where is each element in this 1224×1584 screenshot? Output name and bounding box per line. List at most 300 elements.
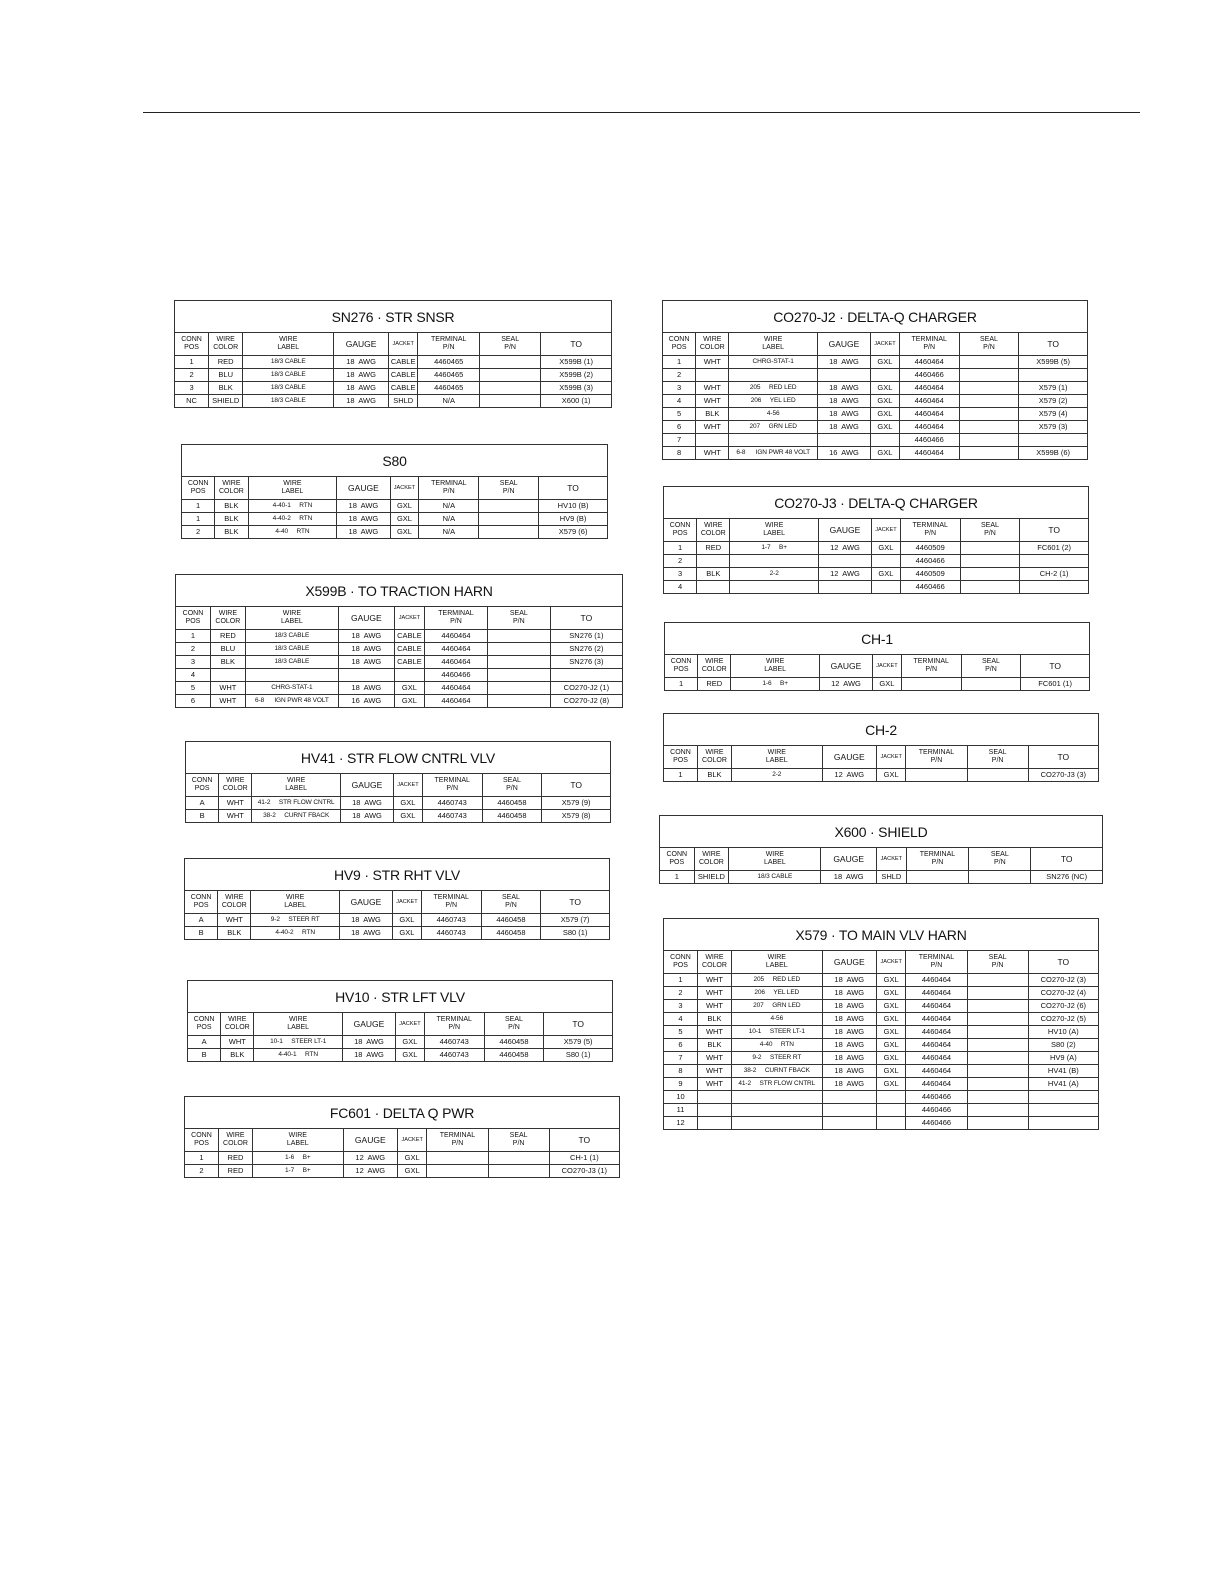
table-row <box>175 395 612 408</box>
column-header-wire-color: WIRE COLOR <box>221 1013 254 1036</box>
column-header-terminal-pn: TERMINAL P/N <box>901 655 961 678</box>
cell-wire-label: 18/3 CABLE <box>243 382 334 395</box>
column-header-to: TO <box>539 477 608 500</box>
column-header-wire-color: WIRE COLOR <box>218 891 251 914</box>
cell-terminal-pn: 4460464 <box>906 1026 967 1039</box>
cell-jacket: GXL <box>876 1000 905 1013</box>
column-header-gauge: GAUGE <box>334 333 389 356</box>
cell-seal-pn: 4460458 <box>482 797 542 810</box>
cell-conn-pos: 3 <box>664 568 697 581</box>
column-header-to: TO <box>1019 333 1088 356</box>
cell-seal-pn <box>479 526 539 539</box>
column-header-terminal-pn: TERMINAL P/N <box>419 477 479 500</box>
column-header-seal-pn: SEAL P/N <box>487 607 550 630</box>
column-header-wire-color: WIRE COLOR <box>698 655 731 678</box>
cell-jacket: CABLE <box>388 382 418 395</box>
cell-conn-pos: 4 <box>664 1013 698 1026</box>
table-row <box>664 581 1089 594</box>
cell-wire-label: 18/3 CABLE <box>243 356 334 369</box>
table-row <box>176 643 623 656</box>
cell-terminal-pn: 4460464 <box>906 974 967 987</box>
cell-seal-pn <box>969 871 1031 884</box>
cell-to: X579 (9) <box>542 797 611 810</box>
column-header-to: TO <box>542 774 611 797</box>
column-header-seal-pn: SEAL P/N <box>479 477 539 500</box>
column-header-wire-label: WIRE LABEL <box>248 477 337 500</box>
table-row <box>663 395 1088 408</box>
column-header-conn-pos: CONN POS <box>186 774 219 797</box>
cell-wire-color: RED <box>210 630 245 643</box>
cell-jacket: GXL <box>872 542 901 555</box>
cell-jacket: GXL <box>871 408 900 421</box>
column-header-to: TO <box>549 1129 619 1152</box>
column-header-jacket: JACKET <box>394 607 424 630</box>
table-row <box>175 369 612 382</box>
cell-jacket: GXL <box>394 695 424 708</box>
table-row <box>663 408 1088 421</box>
cell-terminal-pn: 4460509 <box>900 542 960 555</box>
cell-conn-pos: A <box>186 797 219 810</box>
x599b-connector-table <box>175 574 623 708</box>
table-row <box>664 987 1099 1000</box>
cell-wire-label: 18/3 CABLE <box>243 395 334 408</box>
column-header-wire-label: WIRE LABEL <box>254 1013 343 1036</box>
cell-gauge: 18 AWG <box>817 421 870 434</box>
cell-jacket: GXL <box>394 682 424 695</box>
cell-wire-label: CHRG-STAT-1 <box>729 356 818 369</box>
cell-jacket: GXL <box>390 526 419 539</box>
cell-wire-label: 1-6 B+ <box>731 678 820 691</box>
cell-terminal-pn: 4460464 <box>425 630 488 643</box>
cell-terminal-pn: 4460464 <box>425 682 488 695</box>
column-header-conn-pos: CONN POS <box>664 519 697 542</box>
cell-seal-pn <box>487 643 550 656</box>
cell-wire-label: 2-2 <box>731 769 822 782</box>
cell-gauge: 12 AWG <box>818 542 871 555</box>
cell-jacket: GXL <box>872 568 901 581</box>
cell-to: X579 (4) <box>1019 408 1088 421</box>
cell-conn-pos: 8 <box>664 1065 698 1078</box>
cell-to: SN276 (1) <box>550 630 622 643</box>
cell-wire-label: 1-7 B+ <box>252 1165 343 1178</box>
cell-terminal-pn: 4460464 <box>899 421 959 434</box>
cell-wire-color <box>697 1117 731 1130</box>
cell-wire-color: WHT <box>697 1065 731 1078</box>
cell-wire-label <box>729 369 818 382</box>
column-header-gauge: GAUGE <box>817 333 870 356</box>
cell-wire-label: 1-6 B+ <box>252 1152 343 1165</box>
cell-wire-color: WHT <box>221 1036 254 1049</box>
cell-wire-label: 9-2 STEER RT <box>251 914 340 927</box>
cell-conn-pos: 3 <box>175 382 209 395</box>
cell-gauge: 18 AWG <box>817 395 870 408</box>
s80-connector-table <box>181 444 608 539</box>
cell-jacket <box>871 369 900 382</box>
cell-jacket <box>876 1091 905 1104</box>
column-header-wire-color: WIRE COLOR <box>215 477 248 500</box>
cell-to: X599B (5) <box>1019 356 1088 369</box>
cell-seal-pn <box>959 434 1019 447</box>
ch2-connector-table <box>663 713 1099 782</box>
column-header-wire-label: WIRE LABEL <box>729 848 821 871</box>
cell-gauge: 18 AWG <box>817 408 870 421</box>
table-row <box>176 682 623 695</box>
cell-conn-pos: 4 <box>176 669 211 682</box>
cell-to: HV10 (A) <box>1028 1026 1098 1039</box>
cell-conn-pos: 2 <box>663 369 696 382</box>
cell-conn-pos: 5 <box>176 682 211 695</box>
cell-to: X579 (3) <box>1019 421 1088 434</box>
cell-wire-color: WHT <box>697 987 731 1000</box>
cell-jacket: GXL <box>876 987 905 1000</box>
cell-wire-label: 18/3 CABLE <box>243 369 334 382</box>
cell-seal-pn <box>479 395 540 408</box>
table-row <box>664 974 1099 987</box>
cell-wire-label <box>730 581 819 594</box>
cell-gauge: 18 AWG <box>817 356 870 369</box>
cell-gauge: 18 AWG <box>822 1000 876 1013</box>
table-row <box>665 678 1090 691</box>
cell-terminal-pn: 4460466 <box>899 369 959 382</box>
table-title: X599B · TO TRACTION HARN <box>176 575 623 607</box>
cell-terminal-pn: N/A <box>419 526 479 539</box>
sn276-connector-table <box>174 300 612 408</box>
cell-wire-color: WHT <box>697 1078 731 1091</box>
cell-gauge: 18 AWG <box>340 810 393 823</box>
cell-wire-label: 18/3 CABLE <box>245 643 338 656</box>
cell-seal-pn <box>959 382 1019 395</box>
cell-wire-color: BLK <box>697 568 730 581</box>
column-header-jacket: JACKET <box>397 1129 426 1152</box>
column-header-terminal-pn: TERMINAL P/N <box>427 1129 488 1152</box>
cell-conn-pos: 1 <box>663 356 696 369</box>
table-row <box>176 695 623 708</box>
column-header-wire-label: WIRE LABEL <box>730 519 819 542</box>
cell-wire-label: 4-40 RTN <box>731 1039 822 1052</box>
table-row <box>664 1000 1099 1013</box>
cell-gauge: 18 AWG <box>338 682 394 695</box>
cell-conn-pos: B <box>185 927 218 940</box>
cell-terminal-pn: 4460743 <box>421 927 481 940</box>
cell-gauge: 18 AWG <box>334 382 389 395</box>
cell-to: CO270-J3 (3) <box>1028 769 1098 782</box>
cell-seal-pn <box>479 382 540 395</box>
cell-gauge: 18 AWG <box>337 500 390 513</box>
cell-terminal-pn: 4460464 <box>425 695 488 708</box>
column-header-terminal-pn: TERMINAL P/N <box>424 1013 484 1036</box>
cell-to: HV41 (A) <box>1028 1078 1098 1091</box>
cell-to <box>1028 1104 1098 1117</box>
column-header-to: TO <box>1021 655 1090 678</box>
column-header-gauge: GAUGE <box>340 774 393 797</box>
cell-wire-label: 4-56 <box>729 408 818 421</box>
column-header-gauge: GAUGE <box>339 891 392 914</box>
column-header-conn-pos: CONN POS <box>185 891 218 914</box>
column-header-wire-color: WIRE COLOR <box>696 333 729 356</box>
cell-jacket: GXL <box>871 382 900 395</box>
cell-conn-pos: A <box>185 914 218 927</box>
column-header-wire-color: WIRE COLOR <box>697 951 731 974</box>
table-row <box>663 421 1088 434</box>
cell-to: CO270-J2 (1) <box>550 682 622 695</box>
cell-jacket <box>394 669 424 682</box>
cell-terminal-pn: 4460466 <box>900 581 960 594</box>
column-header-wire-color: WIRE COLOR <box>218 1129 252 1152</box>
column-header-jacket: JACKET <box>396 1013 425 1036</box>
cell-conn-pos: 1 <box>182 513 215 526</box>
cell-to: CO270-J2 (6) <box>1028 1000 1098 1013</box>
column-header-terminal-pn: TERMINAL P/N <box>906 951 967 974</box>
cell-conn-pos: 5 <box>664 1026 698 1039</box>
cell-wire-label: 2-2 <box>730 568 819 581</box>
cell-gauge: 18 AWG <box>822 974 876 987</box>
cell-jacket: GXL <box>876 1052 905 1065</box>
table-row <box>664 1052 1099 1065</box>
cell-to: HV9 (B) <box>539 513 608 526</box>
column-header-terminal-pn: TERMINAL P/N <box>422 774 482 797</box>
cell-to <box>1028 1091 1098 1104</box>
cell-gauge: 16 AWG <box>817 447 870 460</box>
cell-jacket: CABLE <box>394 656 424 669</box>
cell-wire-color: BLK <box>209 382 243 395</box>
column-header-gauge: GAUGE <box>818 519 871 542</box>
table-row <box>182 513 608 526</box>
cell-seal-pn <box>959 369 1019 382</box>
cell-terminal-pn: N/A <box>419 513 479 526</box>
column-header-conn-pos: CONN POS <box>182 477 215 500</box>
cell-conn-pos: 1 <box>175 356 209 369</box>
cell-wire-color: BLK <box>697 769 731 782</box>
cell-to: X599B (1) <box>541 356 612 369</box>
cell-to <box>1019 369 1088 382</box>
cell-terminal-pn: 4460464 <box>425 656 488 669</box>
table-row <box>663 382 1088 395</box>
table-row <box>175 356 612 369</box>
cell-wire-color: WHT <box>697 1052 731 1065</box>
cell-wire-label <box>731 1104 822 1117</box>
cell-terminal-pn: 4460466 <box>906 1104 967 1117</box>
cell-seal-pn <box>960 581 1020 594</box>
cell-seal-pn <box>967 1065 1028 1078</box>
cell-to <box>1020 555 1089 568</box>
cell-to: CO270-J2 (5) <box>1028 1013 1098 1026</box>
cell-seal-pn <box>967 1104 1028 1117</box>
cell-wire-label <box>729 434 818 447</box>
cell-gauge: 18 AWG <box>334 356 389 369</box>
cell-to: X579 (7) <box>541 914 610 927</box>
cell-gauge: 12 AWG <box>818 568 871 581</box>
cell-terminal-pn <box>901 678 961 691</box>
cell-jacket: GXL <box>390 500 419 513</box>
cell-to: HV9 (A) <box>1028 1052 1098 1065</box>
cell-jacket: CABLE <box>394 630 424 643</box>
column-header-terminal-pn: TERMINAL P/N <box>900 519 960 542</box>
cell-wire-label: 18/3 CABLE <box>245 630 338 643</box>
cell-wire-label: 18/3 CABLE <box>729 871 821 884</box>
cell-terminal-pn: 4460743 <box>424 1036 484 1049</box>
cell-terminal-pn: 4460743 <box>422 810 482 823</box>
cell-terminal-pn: 4460509 <box>900 568 960 581</box>
cell-conn-pos: 2 <box>175 369 209 382</box>
column-header-wire-label: WIRE LABEL <box>731 951 822 974</box>
cell-jacket: GXL <box>873 678 902 691</box>
table-row <box>188 1036 613 1049</box>
cell-conn-pos: 1 <box>182 500 215 513</box>
cell-to: SN276 (2) <box>550 643 622 656</box>
cell-seal-pn <box>967 987 1028 1000</box>
table-row <box>664 1104 1099 1117</box>
table-row <box>176 656 623 669</box>
cell-to: FC601 (2) <box>1020 542 1089 555</box>
column-header-seal-pn: SEAL P/N <box>960 519 1020 542</box>
cell-terminal-pn: 4460743 <box>424 1049 484 1062</box>
column-header-jacket: JACKET <box>876 848 906 871</box>
column-header-conn-pos: CONN POS <box>663 333 696 356</box>
cell-conn-pos: 2 <box>664 555 697 568</box>
cell-wire-color: BLK <box>210 656 245 669</box>
cell-wire-label: 4-40 RTN <box>248 526 337 539</box>
cell-wire-color: WHT <box>697 974 731 987</box>
cell-gauge: 18 AWG <box>821 871 876 884</box>
table-row <box>664 542 1089 555</box>
column-header-terminal-pn: TERMINAL P/N <box>899 333 959 356</box>
cell-gauge: 18 AWG <box>817 382 870 395</box>
cell-wire-color <box>696 369 729 382</box>
cell-jacket <box>872 581 901 594</box>
top-divider-rule <box>143 112 1140 113</box>
cell-wire-color: WHT <box>210 695 245 708</box>
table-row <box>185 1165 620 1178</box>
co270j3-connector-table <box>663 486 1089 594</box>
cell-jacket: CABLE <box>388 369 418 382</box>
table-title: S80 <box>182 445 608 477</box>
cell-gauge: 18 AWG <box>339 914 392 927</box>
cell-terminal-pn: 4460465 <box>418 369 479 382</box>
cell-wire-color: BLK <box>215 513 248 526</box>
column-header-seal-pn: SEAL P/N <box>482 774 542 797</box>
column-header-seal-pn: SEAL P/N <box>488 1129 549 1152</box>
cell-conn-pos: 9 <box>664 1078 698 1091</box>
column-header-jacket: JACKET <box>873 655 902 678</box>
column-header-jacket: JACKET <box>871 333 900 356</box>
column-header-gauge: GAUGE <box>342 1013 395 1036</box>
cell-gauge <box>822 1117 876 1130</box>
column-header-to: TO <box>550 607 622 630</box>
table-title: FC601 · DELTA Q PWR <box>185 1097 620 1129</box>
cell-wire-color <box>697 581 730 594</box>
cell-to: FC601 (1) <box>1021 678 1090 691</box>
column-header-wire-label: WIRE LABEL <box>252 1129 343 1152</box>
cell-seal-pn <box>488 1152 549 1165</box>
cell-to: HV41 (B) <box>1028 1065 1098 1078</box>
cell-conn-pos: 6 <box>176 695 211 708</box>
cell-to <box>550 669 622 682</box>
cell-conn-pos: 2 <box>176 643 211 656</box>
column-header-conn-pos: CONN POS <box>185 1129 219 1152</box>
cell-wire-label <box>731 1091 822 1104</box>
column-header-terminal-pn: TERMINAL P/N <box>418 333 479 356</box>
cell-to <box>1028 1117 1098 1130</box>
cell-jacket <box>872 555 901 568</box>
cell-gauge: 18 AWG <box>822 1039 876 1052</box>
column-header-terminal-pn: TERMINAL P/N <box>906 746 967 769</box>
table-row <box>664 1013 1099 1026</box>
cell-seal-pn <box>487 682 550 695</box>
column-header-to: TO <box>544 1013 613 1036</box>
cell-seal-pn <box>967 1078 1028 1091</box>
cell-wire-color: WHT <box>218 914 251 927</box>
cell-jacket: GXL <box>871 395 900 408</box>
cell-jacket: GXL <box>393 927 422 940</box>
cell-gauge <box>818 581 871 594</box>
cell-terminal-pn <box>427 1152 488 1165</box>
table-row <box>664 1091 1099 1104</box>
cell-jacket: CABLE <box>388 356 418 369</box>
cell-wire-color <box>210 669 245 682</box>
cell-wire-label: 4-40-1 RTN <box>254 1049 343 1062</box>
cell-jacket: GXL <box>397 1152 426 1165</box>
cell-wire-color: RED <box>218 1165 252 1178</box>
cell-conn-pos: 2 <box>185 1165 219 1178</box>
cell-gauge: 18 AWG <box>337 513 390 526</box>
cell-to: X579 (1) <box>1019 382 1088 395</box>
cell-wire-color: RED <box>698 678 731 691</box>
cell-wire-label <box>731 1117 822 1130</box>
cell-terminal-pn: 4460464 <box>425 643 488 656</box>
cell-to: CO270-J2 (3) <box>1028 974 1098 987</box>
cell-jacket: GXL <box>394 797 423 810</box>
cell-wire-color: RED <box>218 1152 252 1165</box>
cell-wire-color: BLK <box>215 526 248 539</box>
column-header-wire-label: WIRE LABEL <box>731 655 820 678</box>
cell-seal-pn <box>959 395 1019 408</box>
table-title: HV41 · STR FLOW CNTRL VLV <box>186 742 611 774</box>
cell-wire-color: WHT <box>697 1000 731 1013</box>
cell-jacket: GXL <box>396 1036 425 1049</box>
cell-to <box>1020 581 1089 594</box>
cell-gauge <box>338 669 394 682</box>
column-header-wire-label: WIRE LABEL <box>252 774 341 797</box>
cell-gauge: 18 AWG <box>822 1052 876 1065</box>
table-title: SN276 · STR SNSR <box>175 301 612 333</box>
cell-wire-color: BLK <box>221 1049 254 1062</box>
cell-terminal-pn <box>906 871 968 884</box>
table-row <box>664 1065 1099 1078</box>
cell-gauge: 18 AWG <box>334 369 389 382</box>
cell-terminal-pn: 4460465 <box>418 356 479 369</box>
table-row <box>664 1117 1099 1130</box>
column-header-wire-color: WIRE COLOR <box>694 848 729 871</box>
column-header-gauge: GAUGE <box>819 655 872 678</box>
cell-wire-color: WHT <box>696 356 729 369</box>
cell-to: CO270-J3 (1) <box>549 1165 619 1178</box>
table-title: CO270-J2 · DELTA-Q CHARGER <box>663 301 1088 333</box>
cell-gauge: 18 AWG <box>822 987 876 1000</box>
cell-wire-label: 207 GRN LED <box>729 421 818 434</box>
table-row <box>186 810 611 823</box>
cell-gauge: 18 AWG <box>338 656 394 669</box>
table-row <box>664 769 1099 782</box>
cell-wire-label: 38-2 CURNT FBACK <box>252 810 341 823</box>
cell-gauge: 12 AWG <box>822 769 876 782</box>
cell-wire-label: CHRG-STAT-1 <box>245 682 338 695</box>
cell-terminal-pn: 4460466 <box>900 555 960 568</box>
column-header-conn-pos: CONN POS <box>665 655 698 678</box>
column-header-seal-pn: SEAL P/N <box>969 848 1031 871</box>
hv41-connector-table <box>185 741 611 823</box>
cell-wire-color: WHT <box>697 1026 731 1039</box>
cell-wire-label: 4-40-2 RTN <box>248 513 337 526</box>
